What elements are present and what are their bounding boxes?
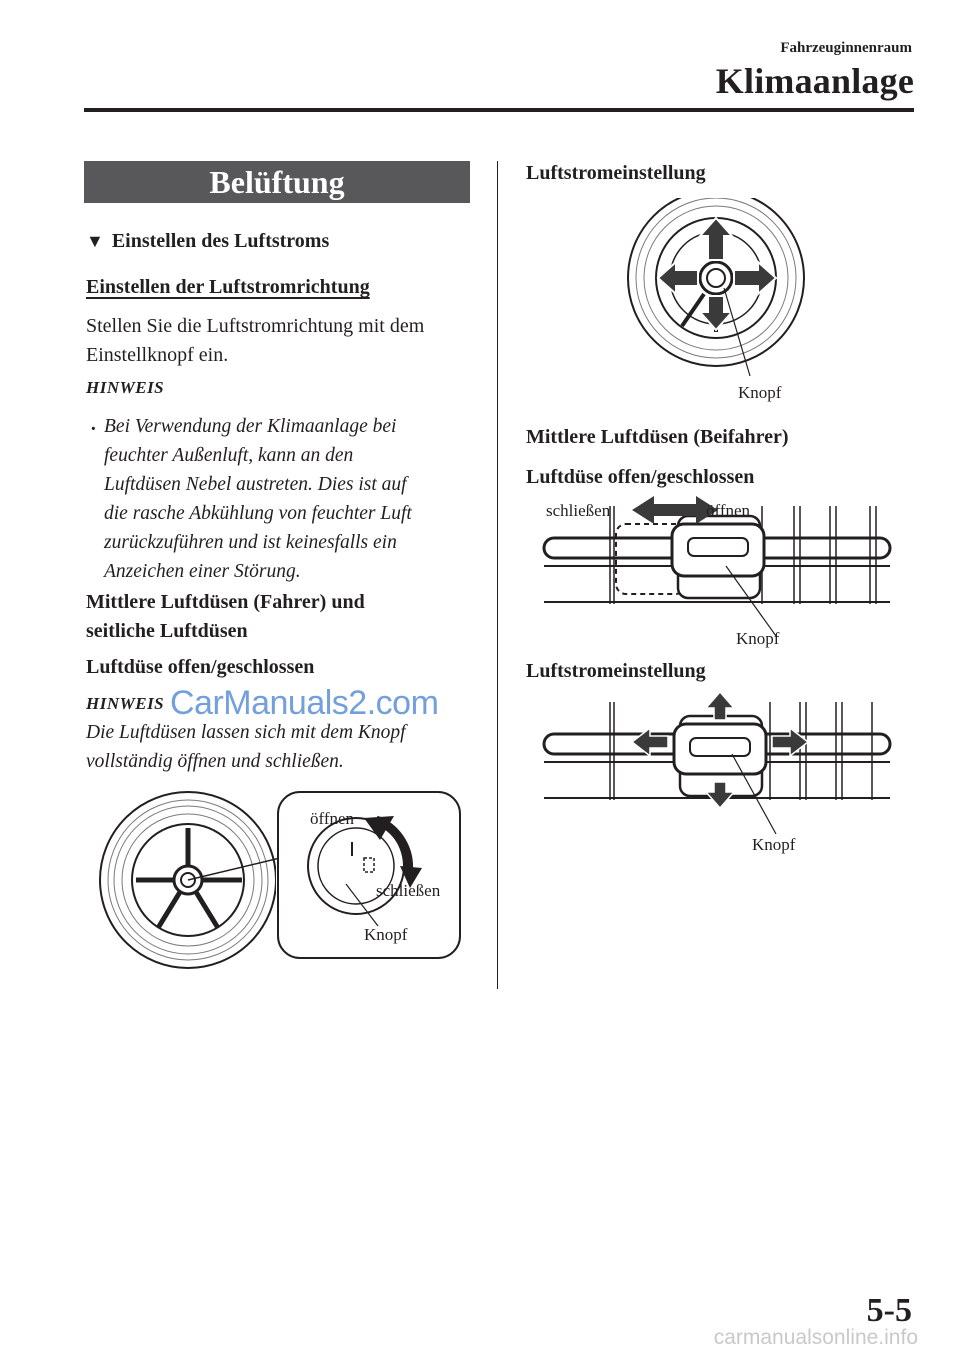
label-knob-fig1: Knopf [364,925,408,944]
figure-slot-vent-open-close [540,494,912,654]
heading-direction: Einstellen der Luftstromrichtung [86,276,370,298]
label-knob-fig3: Knopf [736,629,780,648]
heading-airflow-2: Luftstromeinstellung [526,660,706,682]
page-title: Klimaanlage [715,61,914,101]
page-number: 5-5 [866,1292,912,1329]
label-open-fig3: öffnen [706,501,751,520]
figure-round-vent-open-close [96,788,466,978]
heading-airflow-1: Luftstromeinstellung [526,162,706,184]
triangle-marker-icon: ▼ [86,231,104,251]
label-close-fig1: schließen [376,881,441,900]
section-title: Belüftung [84,161,470,203]
heading-driver-vents: Mittlere Luftdüsen (Fahrer) und seitliche Luftdüsen [86,591,365,642]
note-label-2: HINWEIS [86,694,165,713]
label-close-fig3: schließen [546,501,611,520]
bullet-dot: · [90,418,97,440]
label-open-fig1: öffnen [310,809,355,828]
figure-round-vent-airflow [620,198,810,408]
note-text-2: Die Luftdüsen lassen sich mit dem Knopf vollständig öffnen und schließen. [86,722,406,772]
label-knob-fig4: Knopf [752,835,796,854]
body-text: Stellen Sie die Luftstromrichtung mit dem Einstellknopf ein. [86,315,425,366]
label-knob-fig2: Knopf [738,383,782,402]
heading-open-close-right: Luftdüse offen/geschlossen [526,466,755,488]
heading-open-close-left: Luftdüse offen/geschlossen [86,656,315,678]
heading-passenger-vents: Mittlere Luftdüsen (Beifahrer) [526,426,789,448]
note-text: Bei Verwendung der Klimaanlage bei feuchter Außenluft, kann an den Luftdüsen Nebel austreten. Dies ist auf die rasche Abkühlung von feuchter Luft zurückzuführen und ist keinesfalls ein Anzeichen einer Störung. [104,416,412,582]
figure-slot-vent-airflow [540,690,912,860]
note-label: HINWEIS [86,378,165,397]
header-rule [84,108,914,112]
footer-watermark: carmanualsonline.info [713,1326,918,1349]
chapter-title: Fahrzeuginnenraum [780,40,912,56]
subsection-heading: ▼ Einstellen des Luftstroms [86,230,330,252]
column-divider [497,161,498,989]
watermark-carmanuals2: CarManuals2.com [170,684,439,722]
